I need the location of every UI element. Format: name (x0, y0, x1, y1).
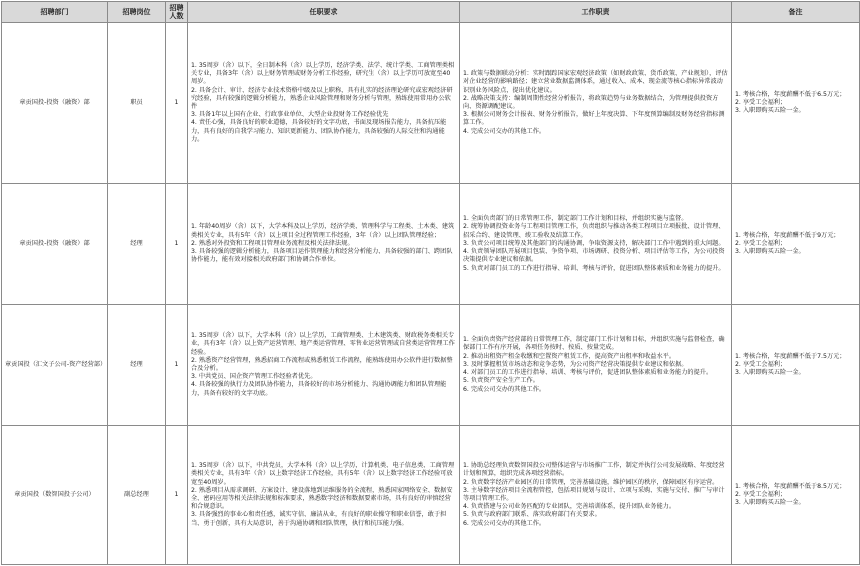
requirement-line: 1. 35周岁（含）以下，中共党员，大学本科（含）以上学历，计算机类、电子信息类、工商管理类相关专业，具有3年（含）以上数字经济工作经验，具有5年（含）以上数字经济工作经验可放宽至40周岁。 (191, 462, 455, 486)
requirements-cell (188, 305, 460, 426)
table-row (2, 23, 860, 184)
position-cell: 副总经理 (108, 426, 166, 565)
duty-line: 5. 负责对部门员工的工作进行指导、培训、考核与评价，促进团队整体素质和业务能力的提升。 (463, 264, 725, 272)
remarks-cell (732, 23, 860, 184)
duty-line: 4. 负责领导团队开展项目包装、争资争项、市场调研、投资分析、项目评估等工作，为公司投资决策提供专业建议和依据。 (463, 248, 725, 264)
requirement-line: 3. 中共党员、国企资产管理工作经验者优先。 (191, 373, 317, 381)
remark-line: 3. 入职即购买五险一金。 (735, 248, 805, 256)
remark-line: 1. 考核合格，年度薪酬不低于6.5万元； (735, 90, 846, 98)
requirement-line: 2. 熟悉项目从需求调研、方案设计、建设落地到运维服务的全流程，熟悉国家网络安全、数据安全、密码应用等相关法律法规和标准要求，熟悉数字经济和数据要素市场，具有良好的审慎经营和合规意识。 (191, 486, 453, 511)
duty-line: 3. 及时掌握租赁市场动态和竞争态势，为公司资产经营决策提供专业建议和依据。 (463, 360, 688, 368)
count-cell: 1 (166, 426, 188, 565)
duty-line: 1. 政策与数据联动分析：实时跟踪国家宏观经济政策（如财政政策、货币政策、产业规划），评估对企业经营的影响路径；建立营业数据监测体系，通过收入、成本、现金流等核心指标异常波动识别业务风险点，提出优化建议。 (463, 70, 728, 94)
remark-line: 2. 享受工会福利； (735, 98, 787, 106)
duties-cell (460, 23, 732, 184)
dept-cell: 章贡国投（数智国投子公司） (2, 426, 108, 565)
header-remarks: 备注 (732, 2, 860, 23)
requirement-line: 2. 熟悉对外投资和工程项目管理业务流程及相关法律法规。 (191, 239, 354, 247)
requirement-line: 3. 具备1年以上国有企业、行政事业单位、大型企业投财务工作经验优先 (191, 111, 389, 119)
remark-line: 3. 入职即购买五险一金。 (735, 369, 805, 377)
dept-cell: 章贡国投-投资（融资）部 (2, 23, 108, 184)
remark-line: 2. 享受工会福利； (735, 239, 787, 247)
table-row (2, 426, 860, 565)
position-cell: 经理 (108, 305, 166, 426)
requirement-line: 1. 年龄40周岁（含）以下，大学本科及以上学历，经济学类、管理科学与工程类、土木类、建筑类相关专业，具有5年（含）以上项目全过程管理工作经验，3年（含）以上团队管理经验； (191, 223, 455, 239)
requirement-line: 1. 35周岁（含）以下，大学本科（含）以上学历，工商管理类、土木建筑类、财政税务类相关专业，具有3年（含）以上资产运营管理、地产类运营管理、零售业运营管理或自营类运营管理工作经验。 (191, 332, 455, 356)
duty-line: 3. 根据公司财务会计报表、财务分析报告，做好上年度决算、下年度预算编制及财务经营指标测算工作。 (463, 111, 725, 127)
duty-line: 2. 统筹协调投资业务与工程项目管理工作，负责组织与推动各类工程项目立项报批、设计管理、招采合约、建设管理、竣工验收及结算工作。 (463, 223, 725, 239)
duties-cell (460, 184, 732, 305)
duty-line: 2. 战略决策支持：编制周期性经营分析报告，将政策趋势与业务数据结合，为管理提供投资方向、资源调配建议。 (463, 94, 719, 110)
position-cell: 职员 (108, 23, 166, 184)
remarks-cell (732, 184, 860, 305)
remarks-cell (732, 426, 860, 565)
header-duties: 工作职责 (460, 2, 732, 23)
count-cell: 1 (166, 305, 188, 426)
duty-line: 3. 主导数字经济项目全流程管控，包括项目规划与设计、立项与采购、实施与交付、推广与审计等项目管理工作。 (463, 486, 725, 502)
requirements-cell (188, 23, 460, 184)
duties-cell (460, 426, 732, 565)
dept-cell: 章贡国投（汇文子公司-资产经营部） (2, 305, 108, 426)
requirements-cell (188, 184, 460, 305)
requirements-cell (188, 426, 460, 565)
requirement-line: 2. 具备会计、审计、经济专业技术资格中级及以上职称，具有扎实的经济理论研究或宏观经济研究经验，具有较强的逻辑分析能力，熟悉企业风险管理和财务分析与管理，熟练使用常用办公软件 (191, 86, 453, 110)
duty-line: 6. 完成公司交办的其他工作。 (463, 519, 546, 527)
requirement-line: 4. 责任心强，具备良好的职业道德，具备较好的文字功底，书面及现场报告能力，具备抗压能力，具有良好的自我学习能力、知识更新能力、团队协作能力，具备较强的人际交往和沟通能力。 (191, 119, 447, 143)
duty-line: 4. 完成公司交办的其他工作。 (463, 127, 546, 135)
duty-line: 6. 完成公司交办的其他工作。 (463, 385, 546, 393)
duty-line: 2. 推动出租资产租金收缴和空置资产租赁工作，提高资产出租率和收益水平。 (463, 352, 676, 360)
duty-line: 1. 协助总经理负责数智国投公司整体运营与市场推广工作，制定并执行公司发展战略、年度经营计划和预算，组织完成各项经营指标。 (463, 462, 725, 478)
remark-line: 3. 入职即购买五险一金。 (735, 107, 805, 115)
duty-line: 4. 对部门员工的工作进行指导、培训、考核与评价，促进团队整体素质和业务能力的提升。 (463, 369, 713, 377)
header-count: 招聘人数 (166, 2, 188, 23)
duties-cell (460, 305, 732, 426)
remark-line: 3. 入职即购买五险一金。 (735, 499, 805, 507)
duty-line: 5. 负责与政府部门联系、落实政府部门有关要求。 (463, 511, 601, 519)
table-row (2, 184, 860, 305)
remark-line: 2. 享受工会福利； (735, 360, 787, 368)
duty-line: 1. 全面负责部门的日常管理工作，制定部门工作计划和目标，并组织实施与监督。 (463, 215, 688, 223)
header-row (2, 2, 860, 23)
table-row (2, 305, 860, 426)
remark-line: 1. 考核合格，年度薪酬不低于9万元； (735, 231, 840, 239)
count-cell: 1 (166, 184, 188, 305)
header-dept: 招聘部门 (2, 2, 108, 23)
duty-line: 3. 负责公司项目统筹及其他部门的沟通协调，争取资源支持，解决部门工作中遇到的重大问题。 (463, 239, 725, 247)
duty-line: 4. 负责搭建与公司业务匹配的专业团队，完善培训体系，提升团队业务能力。 (463, 503, 676, 511)
duty-line: 1. 全面负责资产经营部的日常管理工作，制定部门工作计划和目标，并组织实施与监督检查，确保部门工作有序开展，各项任务按时、按质、按量完成。 (463, 336, 725, 352)
remark-line: 2. 享受工会福利； (735, 490, 787, 498)
remark-line: 1. 考核合格，年度薪酬不低于7.5万元； (735, 352, 846, 360)
requirement-line: 1. 35周岁（含）以下，全日制本科（含）以上学历，经济学类、法学、统计学类、工商管理类相关专业，具备3年（含）以上财务管理或财务分析工作经验，研究生（含）以上学历可放宽至40周岁。 (191, 61, 455, 86)
requirement-line: 3. 具备强烈的事业心和责任感，诚实守信、廉洁从业，有良好的职业操守和职业信誉，敢于担当、勇于创新，具有大局意识，善于沟通协调和团队管理，执行和抗压能力强。 (191, 511, 447, 527)
header-position: 招聘岗位 (108, 2, 166, 23)
header-requirements: 任职要求 (188, 2, 460, 23)
requirement-line: 4. 具备较强的执行力及团队协作能力，具备较好的市场分析能力、沟通协调能力和团队管理能力，具备有较好的文字功底。 (191, 381, 447, 397)
dept-cell: 章贡国投-投资（融资）部 (2, 184, 108, 305)
duty-line: 2. 负责数字经济产业园区的日常管理，完善基础设施，维护园区的秩序，保障园区有序运营。 (463, 478, 719, 486)
remark-line: 1. 考核合格，年度薪酬不低于8.5万元； (735, 482, 846, 490)
position-cell: 经理 (108, 184, 166, 305)
recruitment-table (1, 1, 860, 565)
requirement-line: 2. 熟悉资产经营管理，熟悉招商工作流程或熟悉租赁工作流程，能熟练使用办公软件进行数据整合及分析。 (191, 356, 453, 372)
remarks-cell (732, 305, 860, 426)
requirement-line: 3. 具备较强的逻辑分析能力，具备项目运作管理能力和经营分析能力、具备较强的部门、跨团队协作能力，能有效对接相关政府部门和协调合作单位。 (191, 248, 453, 264)
count-cell: 1 (166, 23, 188, 184)
duty-line: 5. 负责资产安全生产工作。 (463, 377, 539, 385)
